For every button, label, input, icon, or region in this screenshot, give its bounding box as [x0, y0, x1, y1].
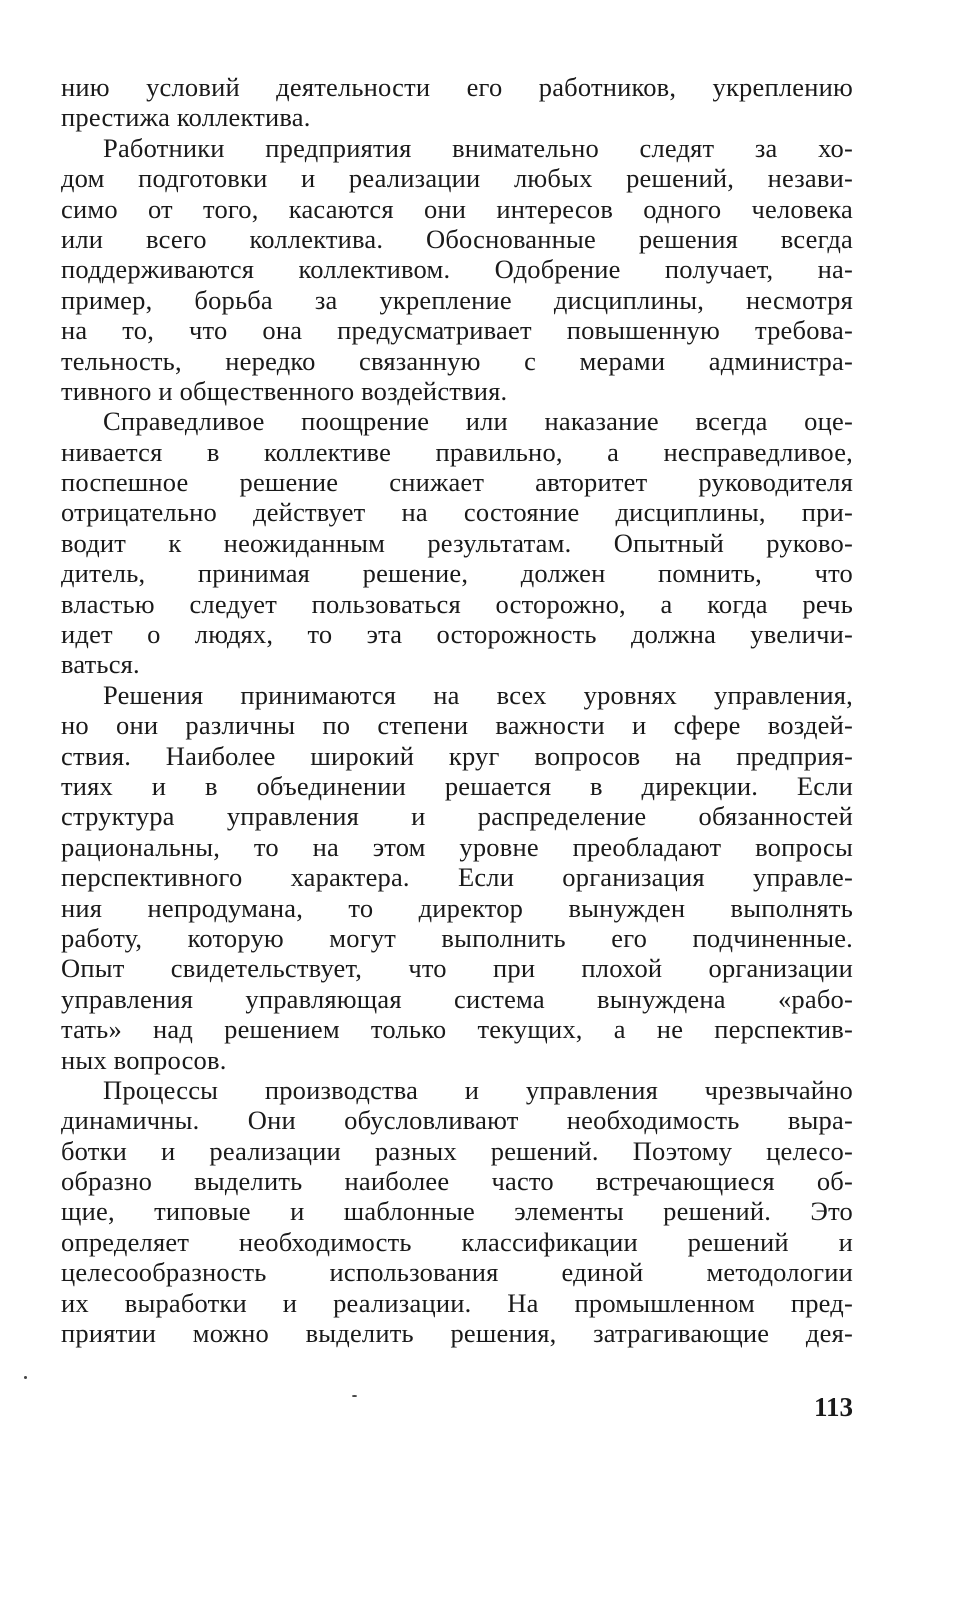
text-line: определяет необходимость классификации решений и [61, 1226, 853, 1257]
text-line: работу, которую могут выполнить его подчиненные. [61, 922, 853, 953]
paragraph-start-line: Решения принимаются на всех уровнях управления, [103, 679, 853, 710]
text-line: ботки и реализации разных решений. Поэтому целесо- [61, 1135, 853, 1166]
paragraph-start-line: Процессы производства и управления чрезвычайно [103, 1074, 853, 1105]
print-speck [352, 1395, 357, 1397]
text-line: их выработки и реализации. На промышленном пред- [61, 1287, 853, 1318]
text-line: дитель, принимая решение, должен помнить, что [61, 558, 853, 589]
text-line: престижа коллектива. [61, 102, 311, 133]
text-line: на то, что она предусматривает повышенную требова- [61, 315, 853, 346]
text-line: нию условий деятельности его работников, укреплению [61, 72, 853, 102]
text-line: ваться. [61, 649, 140, 680]
page-number: 113 [813, 1392, 853, 1422]
text-line: ния непродумана, то директор вынужден выполнять [61, 892, 853, 923]
text-line: тивного и общественного воздействия. [61, 375, 508, 406]
text-line: приятии можно выделить решения, затрагивающие дея- [61, 1318, 853, 1349]
text-line: симо от того, касаются они интересов одного человека [61, 193, 853, 224]
text-line: пример, борьба за укрепление дисциплины, несмотря [61, 284, 853, 315]
print-speck [24, 1376, 27, 1379]
text-line: отрицательно действует на состояние дисциплины, при- [61, 497, 853, 528]
text-line: рациональны, то на этом уровне преобладают вопросы [61, 831, 853, 862]
text-line: властью следует пользоваться осторожно, а когда речь [61, 588, 853, 619]
text-line: идет о людях, то эта осторожность должна увеличи- [61, 619, 853, 650]
text-line: управления управляющая система вынуждена «рабо- [61, 983, 853, 1014]
text-line: Опыт свидетельствует, что при плохой организации [61, 953, 853, 984]
text-line: водит к неожиданным результатам. Опытный руково- [61, 527, 853, 558]
text-line: структура управления и распределение обязанностей [61, 801, 853, 832]
text-line: тиях и в объединении решается в дирекции. Если [61, 770, 853, 801]
paragraph-start-line: Работники предприятия внимательно следят за хо- [103, 132, 853, 163]
text-line: ных вопросов. [61, 1044, 227, 1075]
text-line: поспешное решение снижает авторитет руководителя [61, 467, 853, 498]
text-line: динамичны. Они обусловливают необходимость выра- [61, 1105, 853, 1136]
text-line: ствия. Наиболее широкий круг вопросов на предприя- [61, 740, 853, 771]
text-line: образно выделить наиболее часто встречающиеся об- [61, 1166, 853, 1197]
text-line: дом подготовки и реализации любых решений, незави- [61, 163, 853, 194]
text-line: нивается в коллективе правильно, а несправедливое, [61, 436, 853, 467]
text-line: перспективного характера. Если организация управле- [61, 862, 853, 893]
body-text [61, 72, 853, 1348]
text-line: тельность, нередко связанную с мерами администра- [61, 345, 853, 376]
text-line: тать» над решением только текущих, а не перспектив- [61, 1014, 853, 1045]
text-line: щие, типовые и шаблонные элементы решений. Это [61, 1196, 853, 1227]
text-line: целесообразность использования единой методологии [61, 1257, 853, 1288]
text-line: но они различны по степени важности и сфере воздей- [61, 710, 853, 741]
paragraph-start-line: Справедливое поощрение или наказание всегда оце- [103, 406, 853, 437]
text-line: поддерживаются коллективом. Одобрение получает, на- [61, 254, 853, 285]
text-line: или всего коллектива. Обоснованные решения всегда [61, 223, 853, 254]
